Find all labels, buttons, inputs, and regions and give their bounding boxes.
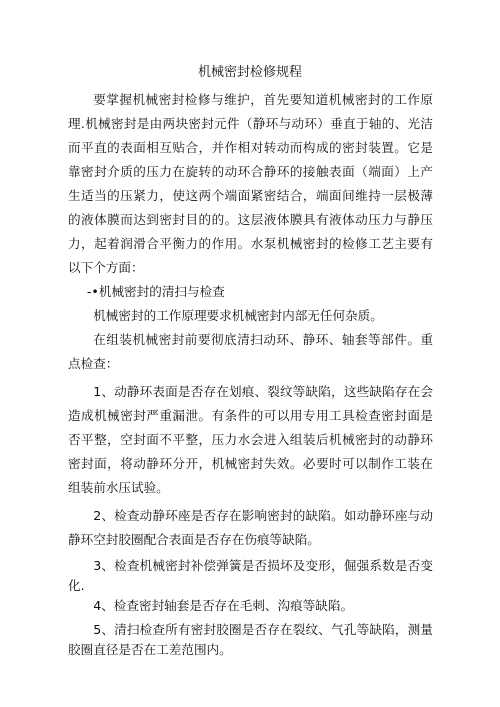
section-heading: -•机械密封的清扫与检查 [86, 284, 225, 299]
document-body [68, 88, 433, 660]
check-item-2: 2、检查动静环座是否存在影响密封的缺陷。如动静环座与动静环空封胶圈配合表面是否存在伤痕等缺陷。 [68, 508, 433, 547]
check-item-1: 1、动静环表面是否存在划痕、裂纹等缺陷，这些缺陷存在会造成机械密封严重漏泄。有条件的可以用专用工具检查密封面是否平整，空封面不平整，压力水会进入组装后机械密封的动静环密封面，将动静环分开，机械密封失效。必要时可以制作工装在组装前水压试验。 [68, 384, 433, 495]
intro-paragraph: 要掌握机械密封检修与维护，首先要知道机械密封的工作原理.机械密封是由两块密封元件（静环与动环）垂直于轴的、光洁而平直的表面相互贴合，并作相对转动而构成的密封装置。它是靠密封介质的压力在旋转的动环合静环的接触表面（端面）上产生适当的压紧力，使这两个端面紧密结合，端面间维持一层极薄的液体膜而达到密封目的的。这层液体膜具有液体动压力与静压力，起着润滑合平衡力的作用。水泵机械密封的检修工艺主要有以下个方面： [68, 92, 433, 275]
principle-paragraph: 机械密封的工作原理要求机械密封内部无任何杂质。 [93, 308, 383, 323]
assembly-paragraph: 在组装机械密封前要彻底清扫动环、静环、轴套等部件。重点检查： [68, 332, 433, 371]
check-item-5: 5、清扫检查所有密封胶圈是否存在裂纹、气孔等缺陷，测量胶圈直径是否在工差范围内。 [68, 622, 433, 657]
check-item-4: 4、检查密封轴套是否存在毛刺、沟痕等缺陷。 [93, 598, 354, 613]
document-title: 机械密封检修规程 [197, 65, 302, 80]
check-item-3: 3、检查机械密封补偿弹簧是否损坏及变形，倔强系数是否变化. [68, 558, 433, 593]
